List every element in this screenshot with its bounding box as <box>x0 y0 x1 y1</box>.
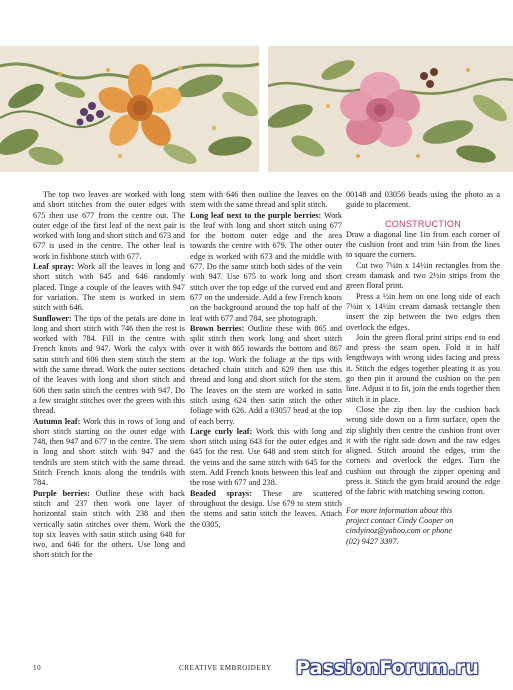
paragraph-heading: Leaf spray: <box>33 262 75 272</box>
text-column-3 <box>346 190 500 547</box>
paragraph <box>190 489 342 530</box>
paragraph <box>33 489 185 561</box>
paragraph-text: Work this in rows of long and short stitch starting on the outer edge with 748, then 947 and 677 in the centre. The stem is long and short stitch with 947 and the tendrils are stem stitch with the same thread. Stitch French knots along the tendrils with 784. <box>33 416 185 488</box>
construction-step: Close the zip then lay the cushion back wrong side down on a firm surface, open the zip slightly then centre the cushion front over it with the right side down and the raw edges aligned. Stitch around the edges, trim the corners and overlock the edges. Turn the cushion out through the zipper opening and press it. Stitch the gym braid around the edge of the fabric with matching sewing cotton. <box>346 404 500 497</box>
paragraph-heading: Large curly leaf: <box>190 426 253 436</box>
construction-step: Draw a diagonal line 1in from each corner of the cushion front and trim ¼in from the lines to square the corners. <box>346 229 500 260</box>
magazine-title: CREATIVE EMBROIDERY <box>179 664 272 672</box>
paragraph-text: These are scattered throughout the design. Use 679 to stem stitch the stems and satin stitch the leaves. Attach the 0305, <box>190 488 343 529</box>
contact-line: (02) 9427 3397. <box>346 536 399 546</box>
construction-step: Cut two 7¼in x 14½in rectangles from the cream damask and two 2½in strips from the green floral print. <box>346 260 500 291</box>
contact-line: cindyinoz@yahoo.com or phone <box>346 526 452 536</box>
embroidery-photo-sunflower <box>0 46 259 172</box>
contact-info <box>346 506 500 547</box>
paragraph-text: Work the leaf with long and short stitch using 677 for the bottom outer edge and the area towards the centre with 679. The other outer edge is worked with 673 and the middle with 677. Do the same stitch both sides of the vein with 947. Use 675 to work long and short stitch over the top edge of the curved end and 677 on the underside. Add a few French knots on the background around the top half of the leaf with 677 and 784, see photograph. <box>190 210 343 323</box>
paragraph-heading: Brown berries: <box>190 323 245 333</box>
text-column-2 <box>190 190 342 530</box>
embroidery-illustration-left <box>0 46 259 172</box>
paragraph <box>190 211 342 324</box>
text-column-1 <box>33 190 185 561</box>
column-3-intro: 00148 and 03056 beads using the photo as a guide to placement. <box>346 190 500 210</box>
paragraph <box>33 417 185 489</box>
paragraph-text: Outline these with 865 and split stitch then work long and short stitch over it with 865 towards the bottom and 867 at the top. Work the foliage at the tips with detached chain stitch and 629 then use this thread and long and short stitch for the stem. The leaves on the stem are worked in satin stitch using 624 then satin stitch the other foliage with 626. Add a 03057 bead at the top of each berry. <box>190 323 342 426</box>
contact-line: For more information about this <box>346 505 453 515</box>
paragraph-text: Work all the leaves in long and short stitch with 645 and 646 randomly placed. Tinge a couple of the leaves with 947 for variation. The stem is worked in stem stitch with 646. <box>33 262 186 313</box>
paragraph-heading: Sunflower: <box>33 313 72 323</box>
paragraph-text: Outline these with back stitch and 237 then work one layer of horizontal stain stitch with 238 and then vertically satin stitches over them. Work the top six leaves with satin stitch using 648 for two, and 646 for the others. Use long and short stitch for the <box>33 488 185 560</box>
construction-step: Press a ½in hem on one long side of each 7¼in x 14½in cream damask rectangle then insert the zip between the two edges then overlock the edges. <box>346 291 500 332</box>
construction-steps <box>346 230 500 498</box>
paragraph-heading: Long leaf next to the purple berries: <box>190 210 322 220</box>
contact-line: project contact Cindy Cooper on <box>346 515 454 525</box>
paragraph-text: stem with 646 then outline the leaves on the stem with the same thread and split stitch. <box>190 190 342 210</box>
paragraph <box>190 427 342 489</box>
paragraph-text: The top two leaves are worked with long and short stitches from the outer edges with 675 then use 677 from the centre out. The outer edge of the first leaf of the next pair is worked with long and short stitch and 673 and 677 is used in the centre. The other leaf is work in fishbone stitch with 677. <box>33 190 185 261</box>
paragraph <box>190 190 342 211</box>
construction-step: Join the green floral print strips end to end and press the seam open. Fold it in half lengthways with wrong sides facing and press it. Stitch the edges together pleating it as you go then pin it around the cushion on the pen line. Adjust it to fit, join the ends together then stitch it in place. <box>346 332 500 404</box>
paragraph-heading: Autumn leaf: <box>33 416 81 426</box>
embroidery-photos <box>0 46 513 172</box>
watermark-logo: PassionForum.ru <box>296 657 480 679</box>
paragraph <box>190 324 342 427</box>
page-number: 10 <box>33 664 42 672</box>
paragraph-text: Work this with long and short stitch using 643 for the outer edges and 645 for the rest. Use 648 and stem stitch for the veins and the same stitch with 645 for the stem. Add French knots between this leaf and the rose with 677 and 238. <box>190 426 343 488</box>
paragraph-heading: Beaded sprays: <box>190 488 252 498</box>
construction-heading: CONSTRUCTION <box>384 218 462 229</box>
embroidery-illustration-right <box>268 46 513 172</box>
paragraph <box>33 190 185 262</box>
embroidery-photo-rose <box>268 46 513 172</box>
paragraph-heading: Purple berries: <box>33 488 90 498</box>
paragraph <box>33 262 185 313</box>
paragraph <box>33 314 185 417</box>
paragraph-text: The tips of the petals are done in long and short stitch with 746 then the rest is worked with 784. Fill in the centre with French knots and 947. Work the calyx with satin stitch and 606 then stem stitch the stem with the same thread. Work the outer sections of the leaves with long and short stitch and 606 then satin stitch the centres with 947. Do a few straight stitches over the green with this thread. <box>33 313 185 416</box>
